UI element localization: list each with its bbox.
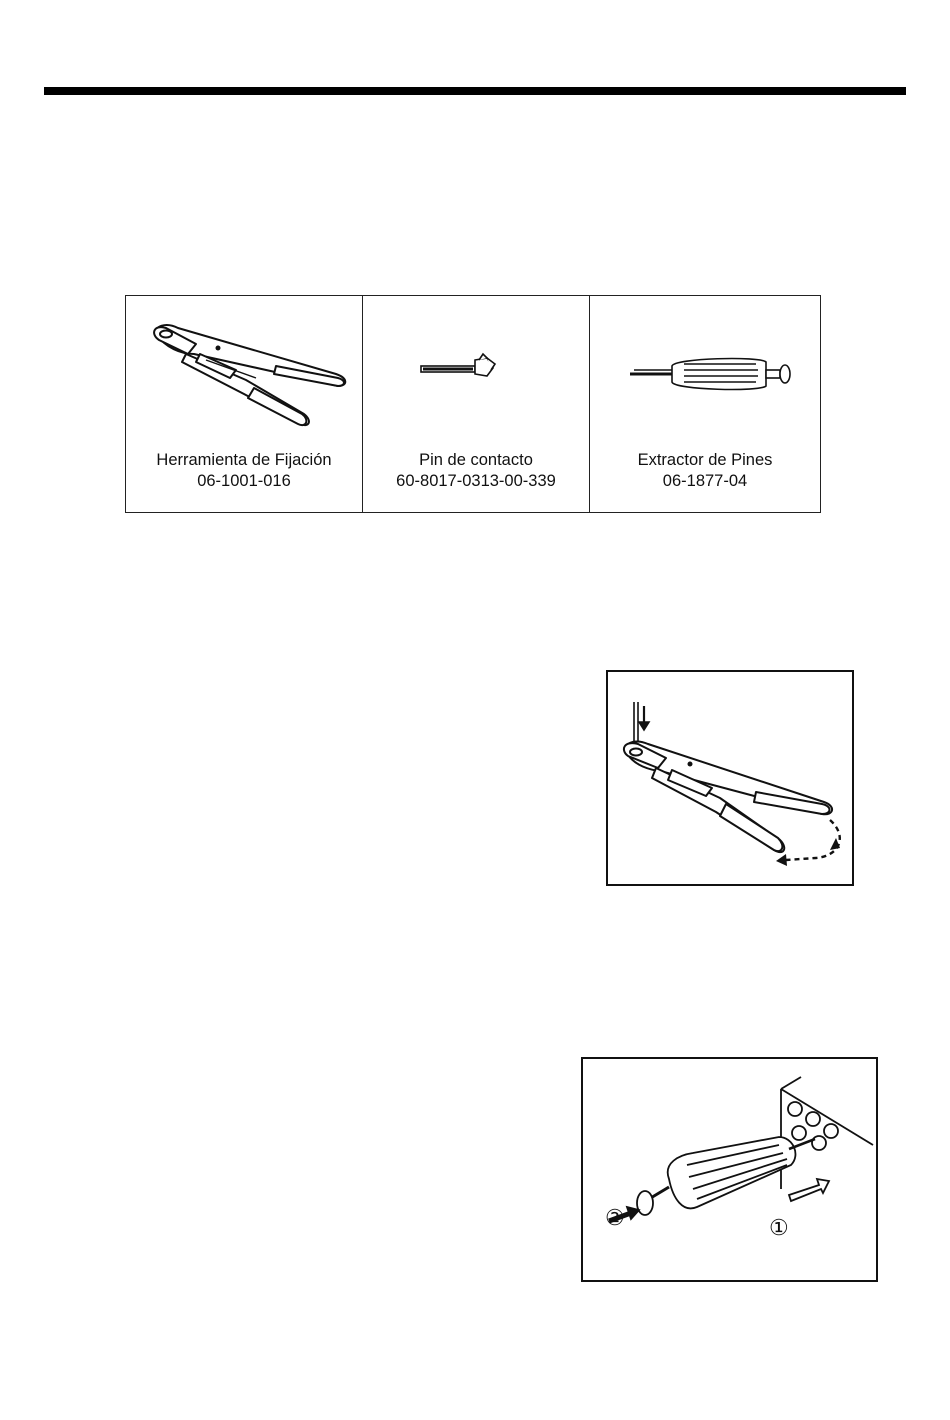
crimping-tool-icon <box>126 296 362 446</box>
tool-name: Pin de contacto <box>419 451 533 469</box>
pin-extractor-icon <box>590 296 823 446</box>
step-2-label: ② <box>605 1205 625 1230</box>
tool-table <box>125 295 821 513</box>
extraction-figure <box>581 1057 878 1282</box>
tool-name: Extractor de Pines <box>637 451 773 469</box>
tool-part-number: 06-1877-04 <box>662 472 748 490</box>
step-1-label: ① <box>769 1215 789 1240</box>
crimping-figure <box>606 670 854 886</box>
crimping-tool-in-use-icon <box>608 672 852 884</box>
tool-name: Herramienta de Fijación <box>156 451 332 469</box>
tool-part-number: 06-1001-016 <box>197 472 291 490</box>
tool-part-number: 60-8017-0313-00-339 <box>396 472 556 490</box>
contact-pin-icon <box>363 296 590 446</box>
top-rule <box>44 87 906 95</box>
tool-cell-contact-pin <box>362 296 589 512</box>
pin-extraction-icon <box>583 1059 876 1280</box>
tool-cell-crimping <box>126 296 362 512</box>
tool-cell-pin-extractor <box>589 296 820 512</box>
